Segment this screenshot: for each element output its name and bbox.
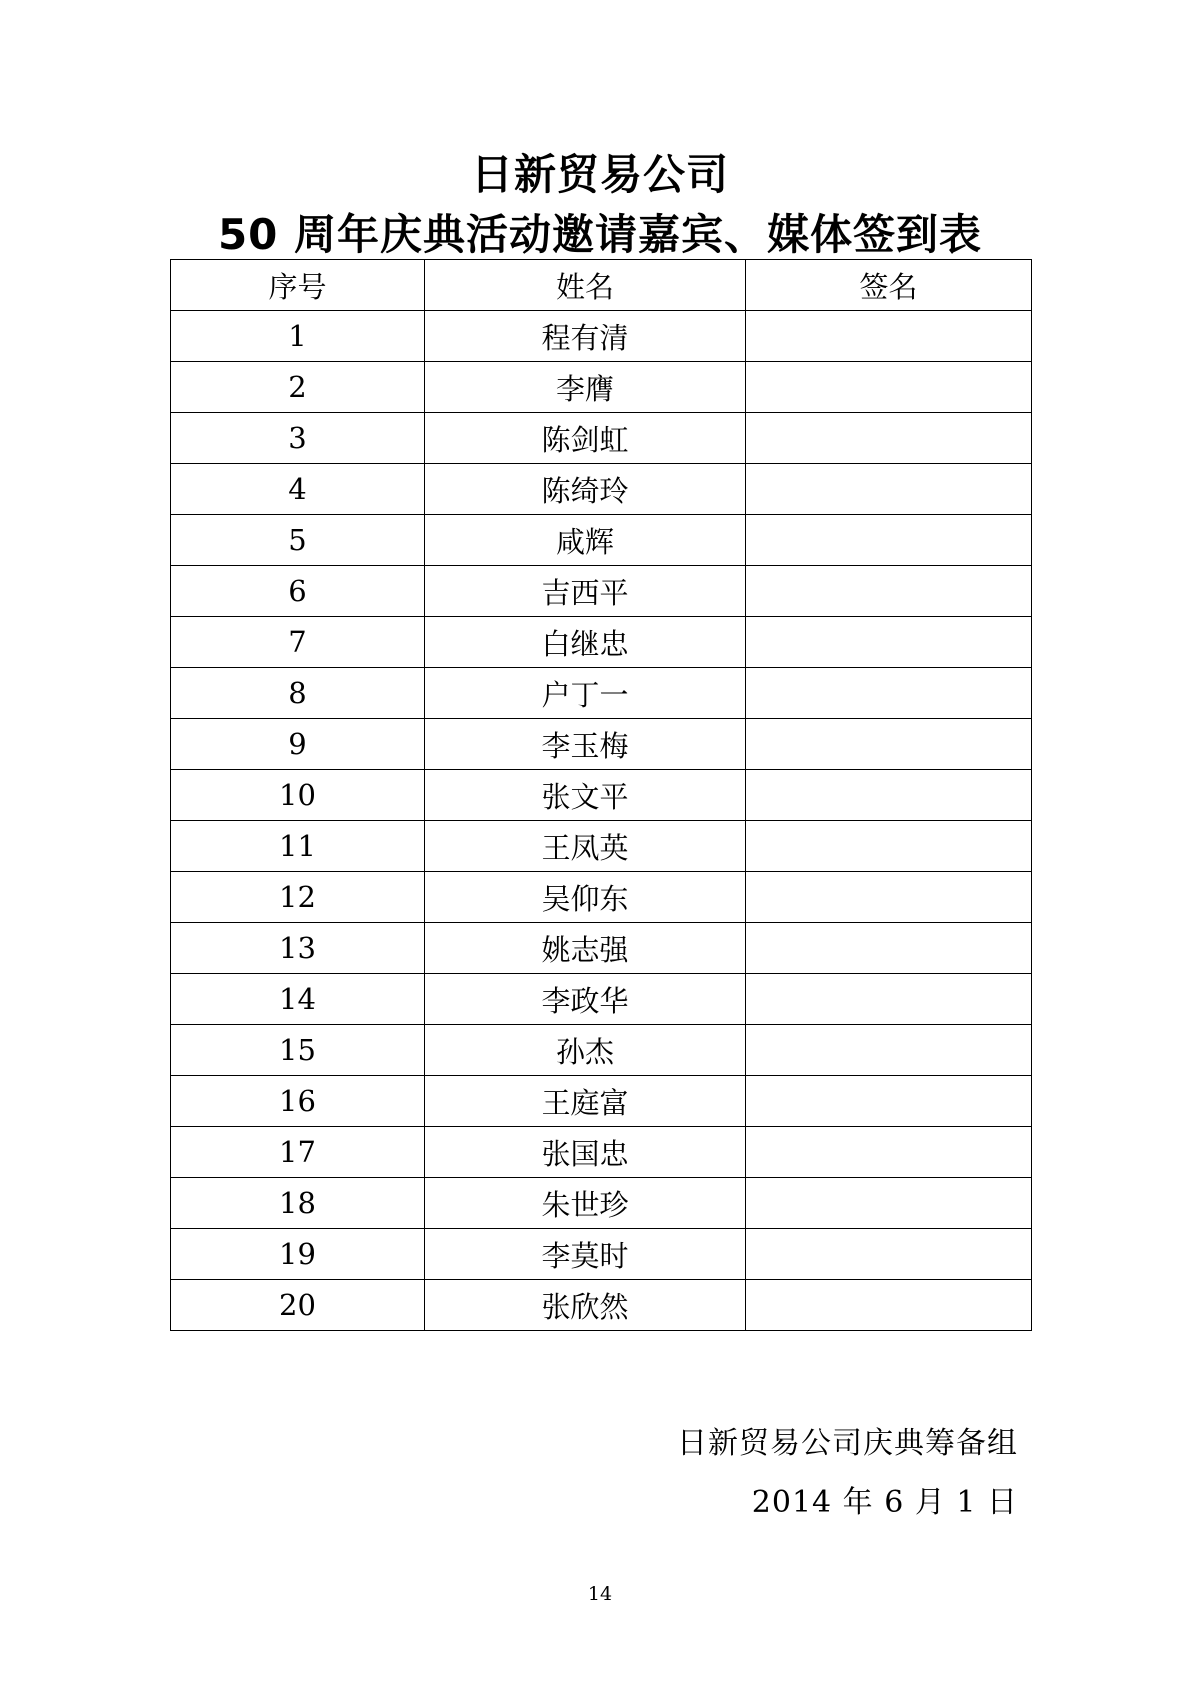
header-signature: 签名	[746, 260, 1032, 311]
row-name: 程有清	[425, 311, 746, 362]
organizer-signature: 日新贸易公司庆典筹备组	[677, 1426, 1018, 1461]
row-name: 吉西平	[425, 566, 746, 617]
row-serial-number: 9	[171, 719, 425, 770]
row-name: 李玉梅	[425, 719, 746, 770]
signature-cell[interactable]	[746, 515, 1032, 566]
row-name: 张文平	[425, 770, 746, 821]
row-serial-number: 18	[171, 1178, 425, 1229]
row-name: 孙杰	[425, 1025, 746, 1076]
document-subtitle: 50 周年庆典活动邀请嘉宾、媒体签到表	[217, 210, 983, 259]
row-serial-number: 3	[171, 413, 425, 464]
table-row	[171, 515, 1032, 566]
row-serial-number: 13	[171, 923, 425, 974]
row-serial-number: 6	[171, 566, 425, 617]
table-row	[171, 719, 1032, 770]
row-name: 张欣然	[425, 1280, 746, 1331]
signature-cell[interactable]	[746, 974, 1032, 1025]
header-serial-number: 序号	[171, 260, 425, 311]
table-row	[171, 872, 1032, 923]
row-name: 李膺	[425, 362, 746, 413]
row-serial-number: 4	[171, 464, 425, 515]
row-serial-number: 15	[171, 1025, 425, 1076]
table-row	[171, 974, 1032, 1025]
signature-cell[interactable]	[746, 1178, 1032, 1229]
table-row	[171, 668, 1032, 719]
table-row	[171, 311, 1032, 362]
document-date: 2014 年 6 月 1 日	[751, 1485, 1018, 1520]
page-number: 14	[587, 1583, 613, 1605]
signature-cell[interactable]	[746, 1025, 1032, 1076]
table-row	[171, 821, 1032, 872]
row-serial-number: 7	[171, 617, 425, 668]
table-row	[171, 770, 1032, 821]
row-name: 王庭富	[425, 1076, 746, 1127]
row-name: 李莫时	[425, 1229, 746, 1280]
sign-in-table	[170, 259, 1032, 1331]
row-name: 王凤英	[425, 821, 746, 872]
row-name: 李政华	[425, 974, 746, 1025]
row-serial-number: 10	[171, 770, 425, 821]
signature-cell[interactable]	[746, 464, 1032, 515]
row-serial-number: 12	[171, 872, 425, 923]
row-serial-number: 2	[171, 362, 425, 413]
row-serial-number: 19	[171, 1229, 425, 1280]
row-serial-number: 20	[171, 1280, 425, 1331]
table-header-row	[171, 260, 1032, 311]
signature-cell[interactable]	[746, 1280, 1032, 1331]
signature-cell[interactable]	[746, 770, 1032, 821]
row-serial-number: 5	[171, 515, 425, 566]
signature-cell[interactable]	[746, 719, 1032, 770]
table-row	[171, 566, 1032, 617]
row-serial-number: 17	[171, 1127, 425, 1178]
signature-cell[interactable]	[746, 566, 1032, 617]
header-name: 姓名	[425, 260, 746, 311]
row-name: 陈绮玲	[425, 464, 746, 515]
row-name: 咸辉	[425, 515, 746, 566]
signature-cell[interactable]	[746, 1229, 1032, 1280]
row-name: 白继忠	[425, 617, 746, 668]
table-row	[171, 1076, 1032, 1127]
document-title: 日新贸易公司	[470, 150, 729, 199]
row-name: 朱世珍	[425, 1178, 746, 1229]
signature-cell[interactable]	[746, 311, 1032, 362]
table-row	[171, 1127, 1032, 1178]
table-row	[171, 413, 1032, 464]
signature-cell[interactable]	[746, 821, 1032, 872]
row-name: 陈剑虹	[425, 413, 746, 464]
signature-cell[interactable]	[746, 668, 1032, 719]
table-row	[171, 464, 1032, 515]
table-body	[171, 311, 1032, 1331]
signature-cell[interactable]	[746, 617, 1032, 668]
signature-cell[interactable]	[746, 362, 1032, 413]
row-serial-number: 14	[171, 974, 425, 1025]
signature-cell[interactable]	[746, 872, 1032, 923]
table-row	[171, 1025, 1032, 1076]
signature-cell[interactable]	[746, 413, 1032, 464]
row-name: 张国忠	[425, 1127, 746, 1178]
signature-cell[interactable]	[746, 923, 1032, 974]
table-row	[171, 923, 1032, 974]
row-name: 户丁一	[425, 668, 746, 719]
row-serial-number: 8	[171, 668, 425, 719]
signature-cell[interactable]	[746, 1076, 1032, 1127]
row-serial-number: 11	[171, 821, 425, 872]
row-name: 姚志强	[425, 923, 746, 974]
signature-cell[interactable]	[746, 1127, 1032, 1178]
table-row	[171, 617, 1032, 668]
table-row	[171, 1229, 1032, 1280]
table-row	[171, 1178, 1032, 1229]
table-row	[171, 1280, 1032, 1331]
row-name: 吴仰东	[425, 872, 746, 923]
table-row	[171, 362, 1032, 413]
row-serial-number: 16	[171, 1076, 425, 1127]
row-serial-number: 1	[171, 311, 425, 362]
